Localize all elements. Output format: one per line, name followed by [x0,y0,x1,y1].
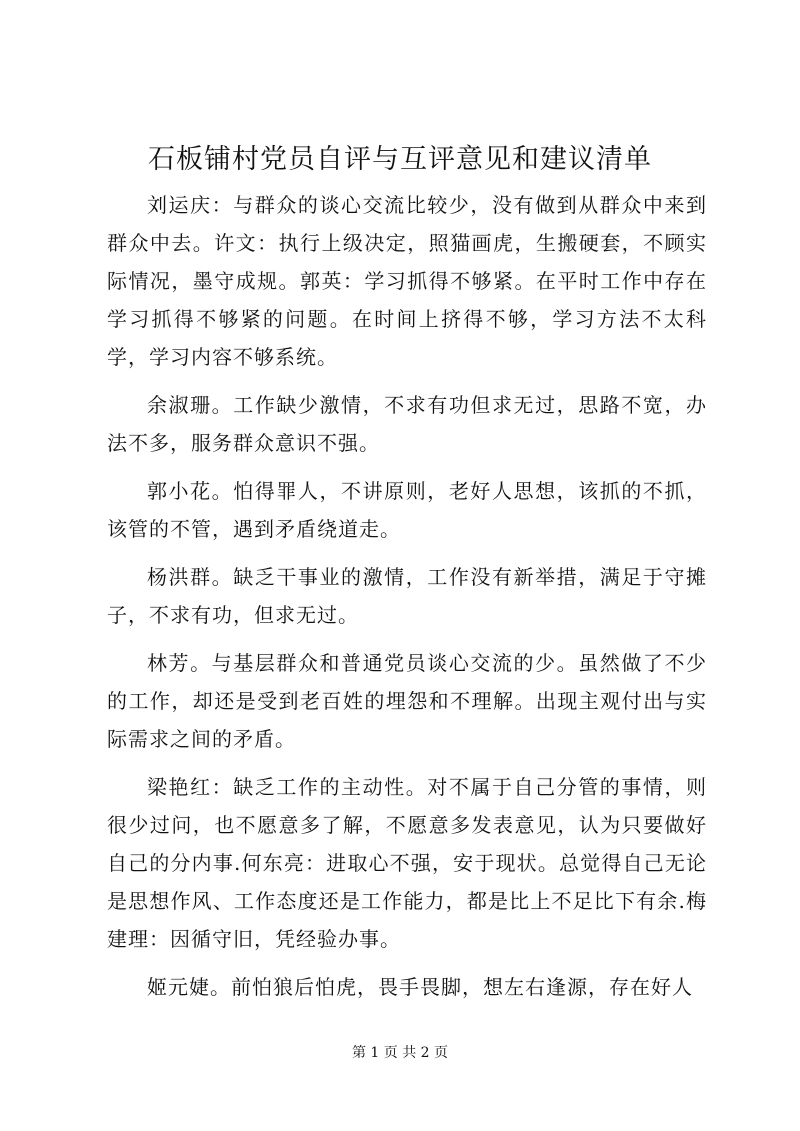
document-body [107,186,707,1016]
page-number-footer: 第 1 页 共 2 页 [351,1045,449,1061]
paragraph: 梁艳红：缺乏工作的主动性。对不属于自己分管的事情，则很少过问，也不愿意多了解，不愿意多发表意见，认为只要做好自己的分内事.何东亮：进取心不强，安于现状。总觉得自己无论是思想作风、工作态度还是工作能力，都是比上不足比下有余.梅建理：因循守旧，凭经验办事。 [107,775,707,951]
paragraph: 刘运庆：与群众的谈心交流比较少，没有做到从群众中来到群众中去。许文：执行上级决定，照猫画虎，生搬硬套，不顾实际情况，墨守成规。郭英：学习抓得不够紧。在平时工作中存在学习抓得不够紧的问题。在时间上挤得不够，学习方法不太科学，学习内容不够系统。 [107,193,707,369]
document-title: 石板铺村党员自评与互评意见和建议清单 [148,144,652,175]
paragraph: 姬元婕。前怕狼后怕虎，畏手畏脚，想左右逢源，存在好人 [147,975,693,999]
paragraph: 杨洪群。缺乏干事业的激情，工作没有新举措，满足于守摊子，不求有功，但求无过。 [107,565,707,627]
paragraph: 林芳。与基层群众和普通党员谈心交流的少。虽然做了不少的工作，却还是受到老百姓的埋怨和不理解。出现主观付出与实际需求之间的矛盾。 [107,651,707,751]
paragraph: 余淑珊。工作缺少激情，不求有功但求无过，思路不宽，办法不多，服务群众意识不强。 [107,393,707,455]
paragraph: 郭小花。怕得罪人，不讲原则，老好人思想，该抓的不抓，该管的不管，遇到矛盾绕道走。 [107,479,707,541]
